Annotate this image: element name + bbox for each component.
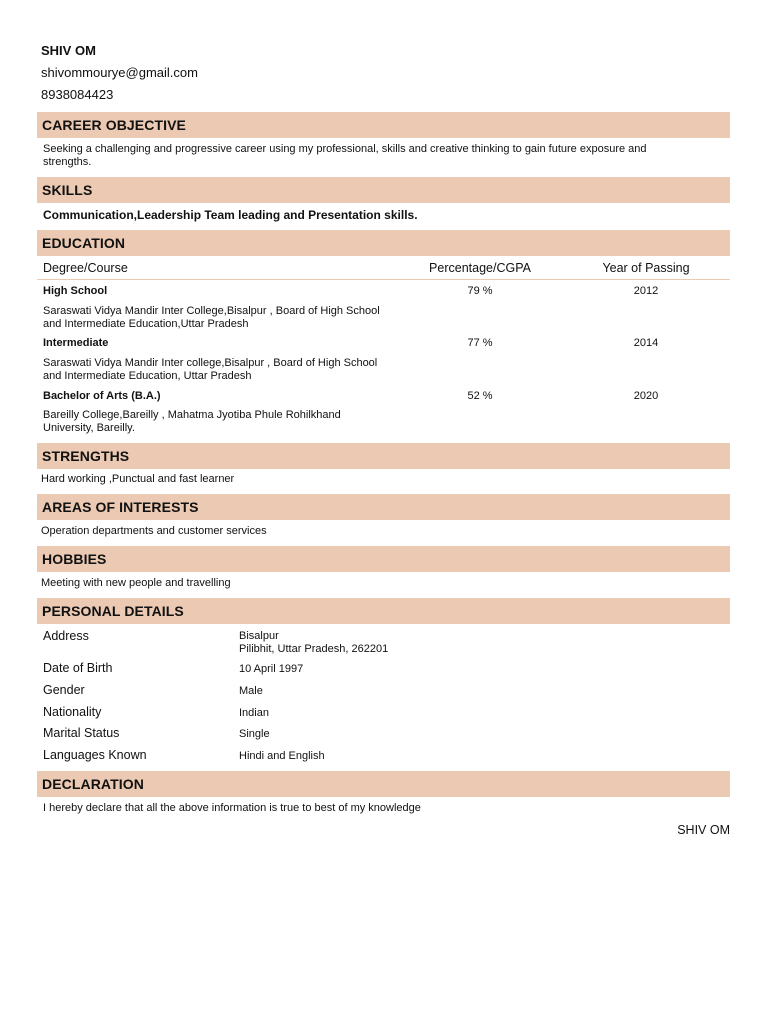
education-row-percentage: 79 % [467,285,493,297]
education-row-institution: Bareilly College,Bareilly , Mahatma Jyotiba Phule Rohilkhand University, Bareilly. [43,409,341,434]
education-column-year: Year of Passing [602,261,690,275]
declaration-header [37,771,730,797]
career-objective-title: CAREER OBJECTIVE [42,117,186,133]
education-row-institution: Saraswati Vidya Mandir Inter College,Bisalpur , Board of High School and Intermediate Education,Uttar Pradesh [43,305,380,330]
candidate-email: shivommourye@gmail.com [41,65,198,80]
languages-label: Languages Known [43,748,147,762]
education-row-percentage: 52 % [467,390,493,402]
personal-details-header [37,598,730,624]
career-objective-header [37,112,730,138]
marital-status-value: Single [239,728,270,740]
gender-label: Gender [43,683,85,697]
education-row-degree: Bachelor of Arts (B.A.) [43,390,161,402]
skills-header [37,177,730,203]
candidate-name: SHIV OM [41,43,96,58]
hobbies-text: Meeting with new people and travelling [41,577,231,589]
strengths-text: Hard working ,Punctual and fast learner [41,473,235,485]
strengths-title: STRENGTHS [42,448,130,464]
education-row-percentage: 77 % [467,337,493,349]
marital-status-label: Marital Status [43,726,120,740]
strengths-header [37,443,730,469]
education-title: EDUCATION [42,235,126,251]
education-row-year: 2012 [633,285,659,297]
hobbies-title: HOBBIES [42,551,107,567]
nationality-label: Nationality [43,705,102,719]
education-row-year: 2014 [633,337,659,349]
declaration-text: I hereby declare that all the above information is true to best of my knowledge [43,802,421,814]
education-header-divider [37,279,730,280]
skills-title: SKILLS [42,182,93,198]
hobbies-header [37,546,730,572]
signature-name: SHIV OM [677,823,730,837]
candidate-phone: 8938084423 [41,87,114,102]
address-line-2: Pilibhit, Uttar Pradesh, 262201 [239,643,389,655]
declaration-title: DECLARATION [42,776,144,792]
languages-value: Hindi and English [239,750,325,762]
education-row-institution: Saraswati Vidya Mandir Inter college,Bisalpur , Board of High School and Intermediate Education, Uttar Pradesh [43,357,378,382]
career-objective-line-1: Seeking a challenging and progressive career using my professional, skills and creative thinking to gain future exposure and [43,143,647,155]
interests-text: Operation departments and customer services [41,525,267,537]
nationality-value: Indian [239,707,269,719]
education-header [37,230,730,256]
personal-details-title: PERSONAL DETAILS [42,603,184,619]
skills-text: Communication,Leadership Team leading and Presentation skills. [43,208,418,222]
dob-value: 10 April 1997 [239,663,304,675]
gender-value: Male [239,685,263,697]
interests-header [37,494,730,520]
education-row-degree: High School [43,285,108,297]
dob-label: Date of Birth [43,661,113,675]
address-line-1: Bisalpur [239,630,279,642]
interests-title: AREAS OF INTERESTS [42,499,199,515]
address-label: Address [43,629,89,643]
education-row-year: 2020 [633,390,659,402]
career-objective-line-2: strengths. [43,156,92,168]
education-column-degree: Degree/Course [43,261,128,275]
education-row-degree: Intermediate [43,337,109,349]
education-column-percentage: Percentage/CGPA [429,261,531,275]
